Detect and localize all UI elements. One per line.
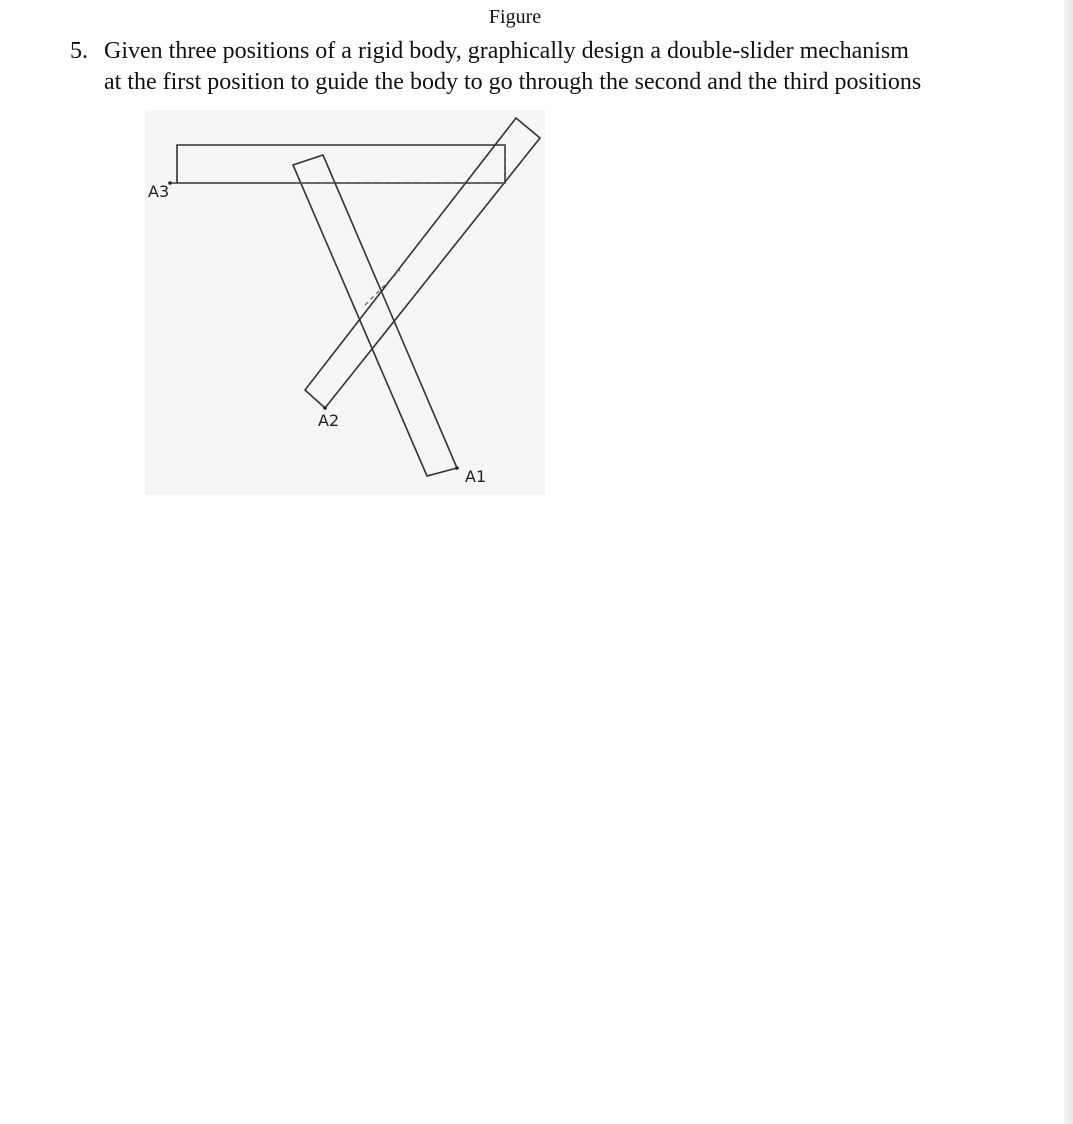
- label-a3: A3: [148, 182, 170, 201]
- question-line-2: at the first position to guide the body to go through the second and the third positions: [104, 69, 922, 95]
- figure-caption: Figure: [488, 6, 542, 28]
- page-edge: [1064, 0, 1073, 1124]
- label-a2: A2: [318, 411, 340, 430]
- question-number: 5.: [70, 38, 88, 64]
- label-a1: A1: [465, 467, 487, 486]
- point-a1: [455, 466, 459, 470]
- question-line-1: Given three positions of a rigid body, graphically design a double-slider mechanism: [104, 38, 909, 64]
- rigid-body-positions-diagram: [140, 110, 550, 500]
- point-a2: [323, 406, 327, 410]
- scan-background: [145, 110, 545, 495]
- question-text: [70, 36, 1030, 98]
